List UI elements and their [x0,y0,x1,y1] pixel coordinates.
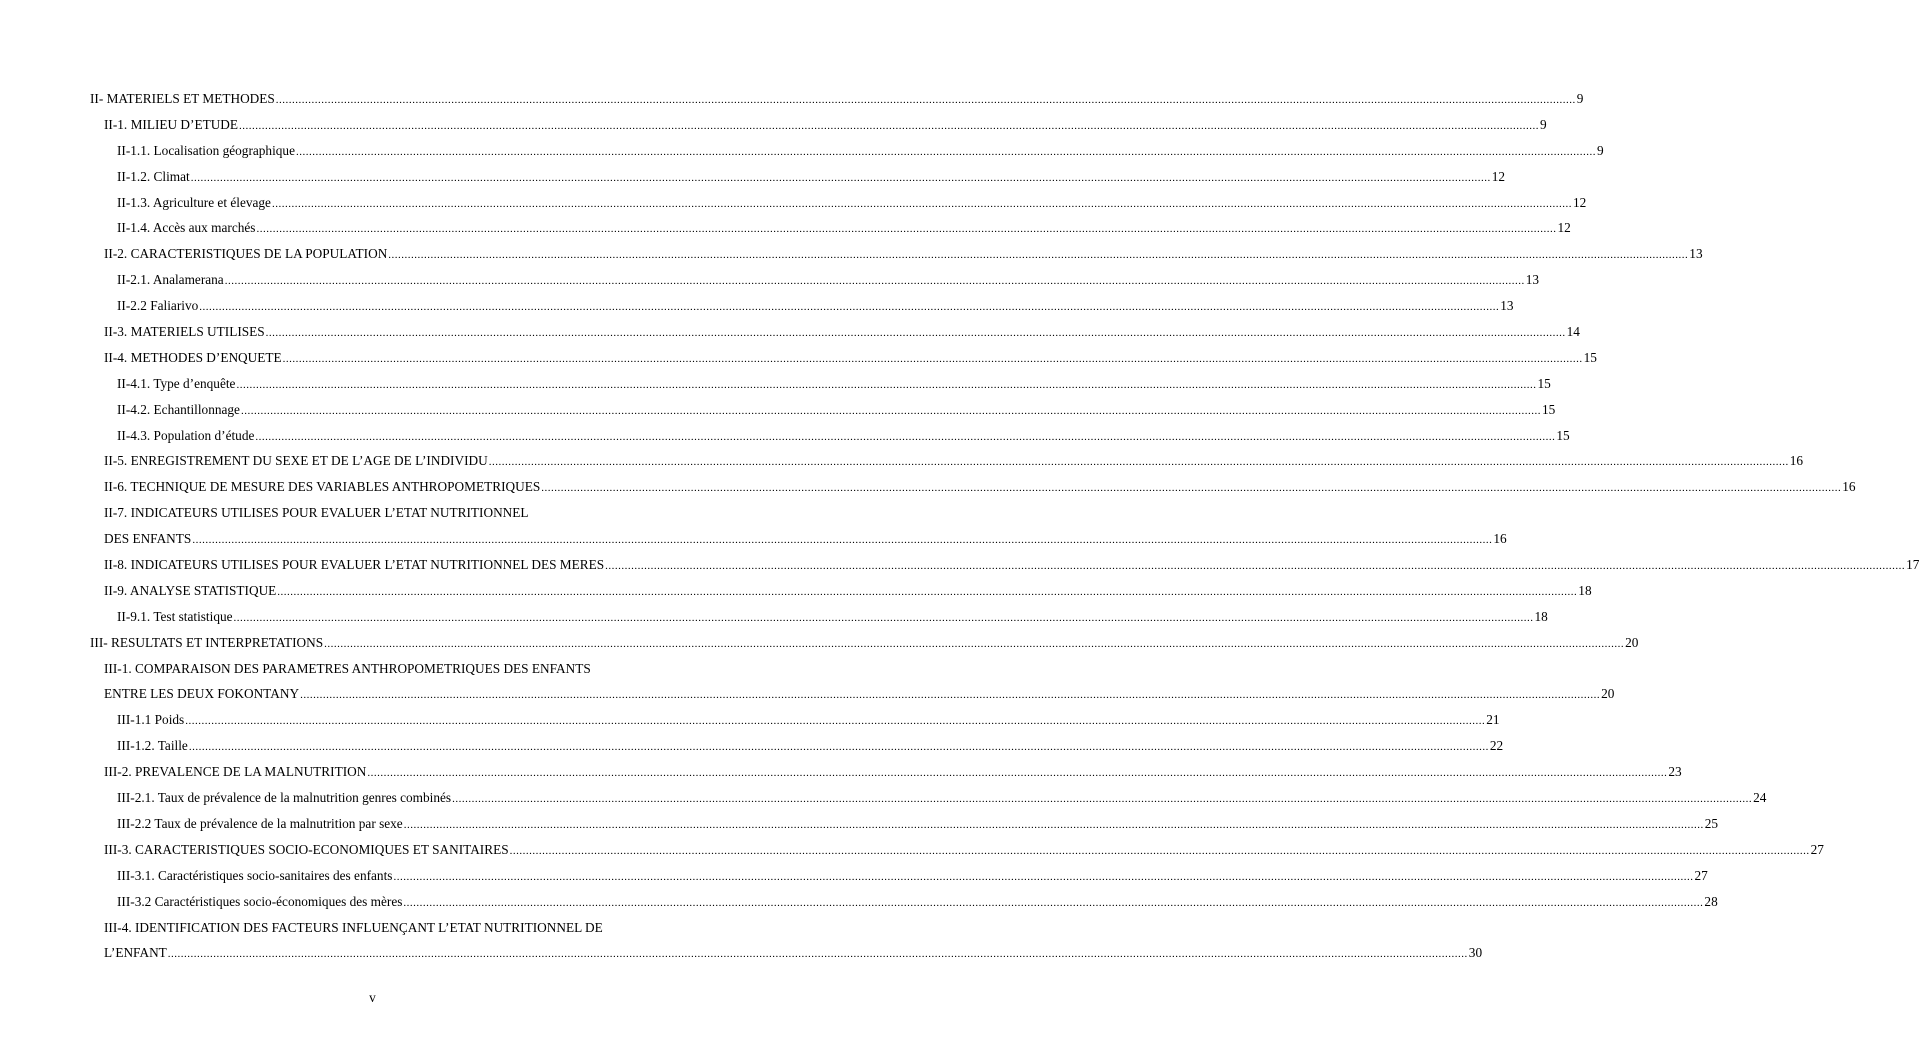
toc-entry-title: L’ENFANT [104,945,167,961]
toc-entry-page: 30 [1468,945,1483,961]
toc-entry-row [104,112,1547,140]
toc-entry[interactable] [0,681,1615,707]
table-of-contents [0,86,1919,966]
toc-entry-row [104,681,1615,709]
toc-dot-leader: ................................................................................................................................................................................................................................................................................................................................................................................................................ [403,818,1704,831]
toc-entry-title: II-4.2. Echantillonnage [117,401,240,417]
toc-entry[interactable] [0,86,1584,112]
toc-dot-leader: ................................................................................................................................................................................................................................................................................................................................................................................................................ [199,301,1500,314]
toc-entry-title: II-1.1. Localisation géographique [117,142,295,158]
toc-entry-page: 23 [1668,764,1682,780]
toc-entry-title: II-2.1. Analamerana [117,272,224,288]
toc-entry-page: 12 [1572,194,1587,210]
toc-entry-title: ENTRE LES DEUX FOKONTANY [104,686,300,702]
toc-entry-row [104,474,1856,502]
toc-dot-leader: ................................................................................................................................................................................................................................................................................................................................................................................................................ [605,560,1906,573]
toc-entry-title: II-1.4. Accès aux marchés [117,220,256,236]
toc-dot-leader: ................................................................................................................................................................................................................................................................................................................................................................................................................ [239,119,1540,132]
toc-entry-page: 14 [1566,324,1580,340]
toc-dot-leader: ................................................................................................................................................................................................................................................................................................................................................................................................................ [282,352,1583,365]
toc-entry[interactable] [0,267,1539,293]
toc-entry-title: II-7. INDICATEURS UTILISES POUR EVALUER L’ETAT NUTRITIONNEL [104,505,529,521]
toc-entry-page: 27 [1694,867,1708,883]
toc-entry[interactable] [0,319,1580,345]
toc-entry-row [117,138,1604,166]
toc-entry[interactable] [0,474,1856,500]
toc-dot-leader: ................................................................................................................................................................................................................................................................................................................................................................................................................ [236,378,1537,391]
toc-entry[interactable] [0,759,1682,785]
toc-entry-page: 16 [1493,531,1507,547]
toc-entry-row [104,526,1507,554]
toc-entry-page: 27 [1810,841,1824,857]
toc-entry-row [117,889,1718,917]
toc-entry-title: III-3.1. Caractéristiques socio-sanitaires des enfants [117,867,393,883]
toc-dot-leader: ................................................................................................................................................................................................................................................................................................................................................................................................................ [271,197,1572,210]
toc-entry-page: 20 [1625,634,1639,650]
toc-entry-row [104,241,1703,269]
toc-entry-page: 15 [1537,375,1551,391]
toc-entry-title: II-3. MATERIELS UTILISES [104,324,265,340]
toc-entry-page: 17 [1906,557,1919,573]
toc-dot-leader: ................................................................................................................................................................................................................................................................................................................................................................................................................ [393,870,1694,883]
toc-entry-page: 12 [1557,220,1571,236]
toc-entry-title: DES ENFANTS [104,531,192,547]
toc-entry-row [117,371,1551,399]
toc-entry-row [117,215,1571,243]
toc-dot-leader: ................................................................................................................................................................................................................................................................................................................................................................................................................ [188,741,1489,754]
toc-entry-page: 9 [1540,116,1547,132]
toc-entry-page: 24 [1753,790,1767,806]
toc-entry[interactable] [0,785,1767,811]
toc-entry[interactable] [0,448,1804,474]
toc-entry-row [117,164,1506,192]
toc-entry[interactable] [0,293,1514,319]
toc-dot-leader: ................................................................................................................................................................................................................................................................................................................................................................................................................ [541,482,1842,495]
toc-entry-title: III-4. IDENTIFICATION DES FACTEURS INFLUENÇANT L’ETAT NUTRITIONNEL DE [104,919,603,935]
toc-dot-leader: ................................................................................................................................................................................................................................................................................................................................................................................................................ [509,844,1810,857]
toc-entry-title: III- RESULTATS ET INTERPRETATIONS [90,634,324,650]
toc-entry-page: 13 [1500,298,1514,314]
toc-entry[interactable] [0,397,1556,423]
toc-entry-title: II-1.2. Climat [117,168,190,184]
toc-dot-leader: ................................................................................................................................................................................................................................................................................................................................................................................................................ [265,327,1566,340]
toc-entry[interactable] [0,190,1587,216]
toc-entry-row [117,267,1539,295]
toc-entry-title: II-1.3. Agriculture et élevage [117,194,271,210]
toc-entry-row [117,293,1514,321]
toc-entry-page: 12 [1491,168,1506,184]
toc-entry-page: 16 [1789,453,1804,469]
toc-dot-leader: ................................................................................................................................................................................................................................................................................................................................................................................................................ [403,896,1704,909]
toc-entry-title: II-4.3. Population d’étude [117,427,255,443]
toc-entry[interactable] [0,345,1597,371]
toc-entry[interactable] [0,371,1551,397]
toc-entry-page: 13 [1525,272,1539,288]
toc-entry-row [117,190,1587,218]
toc-entry[interactable] [0,138,1604,164]
toc-entry-title: III-2.2 Taux de prévalence de la malnutrition par sexe [117,815,403,831]
toc-entry[interactable] [0,863,1708,889]
toc-dot-leader: ................................................................................................................................................................................................................................................................................................................................................................................................................ [233,611,1534,624]
toc-entry[interactable] [0,811,1718,837]
toc-entry[interactable] [0,112,1547,138]
toc-entry-row [104,552,1919,580]
toc-entry-title: III-2.1. Taux de prévalence de la malnutrition genres combinés [117,790,452,806]
toc-entry-row [117,604,1548,632]
toc-dot-leader: ................................................................................................................................................................................................................................................................................................................................................................................................................ [388,249,1689,262]
toc-dot-leader: ................................................................................................................................................................................................................................................................................................................................................................................................................ [275,94,1576,106]
page-number: v [369,990,376,1005]
toc-entry-title: II-2.2 Faliarivo [117,298,199,314]
toc-entry-title: II-4. METHODES D’ENQUETE [104,349,282,365]
toc-entry[interactable] [0,889,1718,915]
toc-entry-row [117,785,1767,813]
toc-entry[interactable] [0,604,1548,630]
toc-dot-leader: ................................................................................................................................................................................................................................................................................................................................................................................................................ [224,275,1525,288]
toc-entry[interactable] [0,578,1592,604]
toc-entry-title: III-1.2. Taille [117,738,188,754]
toc-entry-title: II-9. ANALYSE STATISTIQUE [104,582,277,598]
toc-entry[interactable] [0,915,745,941]
toc-entry-title: III-1.1 Poids [117,712,185,728]
toc-dot-leader: ................................................................................................................................................................................................................................................................................................................................................................................................................ [190,171,1491,184]
toc-dot-leader: ................................................................................................................................................................................................................................................................................................................................................................................................................ [324,637,1625,650]
toc-entry-title: III-3.2 Caractéristiques socio-économiques des mères [117,893,403,909]
toc-entry-row [117,397,1556,425]
toc-entry-page: 15 [1556,427,1570,443]
toc-dot-leader: ................................................................................................................................................................................................................................................................................................................................................................................................................ [367,767,1668,780]
toc-entry-row [104,940,1483,968]
toc-entry-row [104,500,691,526]
toc-entry[interactable] [0,500,745,526]
toc-entry-row [90,630,1639,658]
toc-entry-row [104,345,1597,373]
toc-entry[interactable] [0,526,1507,552]
toc-entry[interactable] [0,423,1570,449]
toc-entry-title: III-1. COMPARAISON DES PARAMETRES ANTHROPOMETRIQUES DES ENFANTS [104,660,591,676]
toc-entry-row [104,448,1804,476]
toc-entry[interactable] [0,215,1571,241]
toc-dot-leader: ................................................................................................................................................................................................................................................................................................................................................................................................................ [255,430,1556,443]
toc-dot-leader: ................................................................................................................................................................................................................................................................................................................................................................................................................ [167,948,1468,961]
toc-entry[interactable] [0,656,745,682]
toc-entry-page: 15 [1583,349,1597,365]
toc-entry[interactable] [0,164,1506,190]
toc-entry-row [90,86,1584,114]
toc-entry[interactable] [0,837,1824,863]
toc-entry-title: II- MATERIELS ET METHODES [90,91,275,106]
toc-entry-row [104,656,691,682]
toc-entry-page: 28 [1704,893,1718,909]
toc-entry-page: 9 [1596,142,1604,158]
toc-entry-row [104,319,1580,347]
toc-entry-row [117,863,1708,891]
toc-entry-row [117,811,1718,839]
toc-entry-row [104,837,1824,865]
toc-entry-title: II-5. ENREGISTREMENT DU SEXE ET DE L’AGE DE L’INDIVIDU [104,453,488,469]
toc-entry-row [104,759,1682,787]
toc-entry-page: 9 [1576,91,1584,106]
toc-entry-title: II-1. MILIEU D’ETUDE [104,116,239,132]
toc-dot-leader: ................................................................................................................................................................................................................................................................................................................................................................................................................ [192,534,1493,547]
toc-dot-leader: ................................................................................................................................................................................................................................................................................................................................................................................................................ [277,585,1578,598]
toc-entry-page: 16 [1842,479,1856,495]
toc-entry-title: II-9.1. Test statistique [117,608,233,624]
toc-entry-title: II-2. CARACTERISTIQUES DE LA POPULATION [104,246,388,262]
toc-entry[interactable] [0,630,1639,656]
toc-dot-leader: ................................................................................................................................................................................................................................................................................................................................................................................................................ [300,689,1601,702]
toc-entry-page: 18 [1578,582,1592,598]
toc-dot-leader: ................................................................................................................................................................................................................................................................................................................................................................................................................ [240,404,1541,417]
toc-entry[interactable] [0,552,1919,578]
toc-entry[interactable] [0,707,1500,733]
toc-entry-page: 18 [1534,608,1548,624]
toc-dot-leader: ................................................................................................................................................................................................................................................................................................................................................................................................................ [295,145,1596,158]
toc-entry-title: II-6. TECHNIQUE DE MESURE DES VARIABLES ANTHROPOMETRIQUES [104,479,541,495]
toc-entry-row [117,423,1570,451]
toc-entry[interactable] [0,940,1483,966]
toc-entry-page: 13 [1689,246,1703,262]
toc-entry-title: III-2. PREVALENCE DE LA MALNUTRITION [104,764,367,780]
toc-entry-page: 20 [1601,686,1615,702]
toc-entry-page: 25 [1704,815,1718,831]
toc-entry-title: III-3. CARACTERISTIQUES SOCIO-ECONOMIQUES ET SANITAIRES [104,841,509,857]
toc-entry-page: 15 [1541,401,1556,417]
toc-entry-page: 22 [1489,738,1504,754]
toc-dot-leader: ................................................................................................................................................................................................................................................................................................................................................................................................................ [488,456,1789,469]
toc-entry-row [104,915,691,941]
toc-entry-title: II-8. INDICATEURS UTILISES POUR EVALUER L’ETAT NUTRITIONNEL DES MERES [104,557,605,573]
toc-entry[interactable] [0,241,1703,267]
toc-entry-row [104,578,1592,606]
toc-dot-leader: ................................................................................................................................................................................................................................................................................................................................................................................................................ [256,223,1557,236]
toc-entry-row [117,733,1504,761]
toc-entry-title: II-4.1. Type d’enquête [117,375,236,391]
toc-entry-row [117,707,1500,735]
toc-entry-page: 21 [1486,712,1500,728]
toc-entry[interactable] [0,733,1504,759]
toc-dot-leader: ................................................................................................................................................................................................................................................................................................................................................................................................................ [185,715,1486,728]
toc-dot-leader: ................................................................................................................................................................................................................................................................................................................................................................................................................ [452,793,1753,806]
